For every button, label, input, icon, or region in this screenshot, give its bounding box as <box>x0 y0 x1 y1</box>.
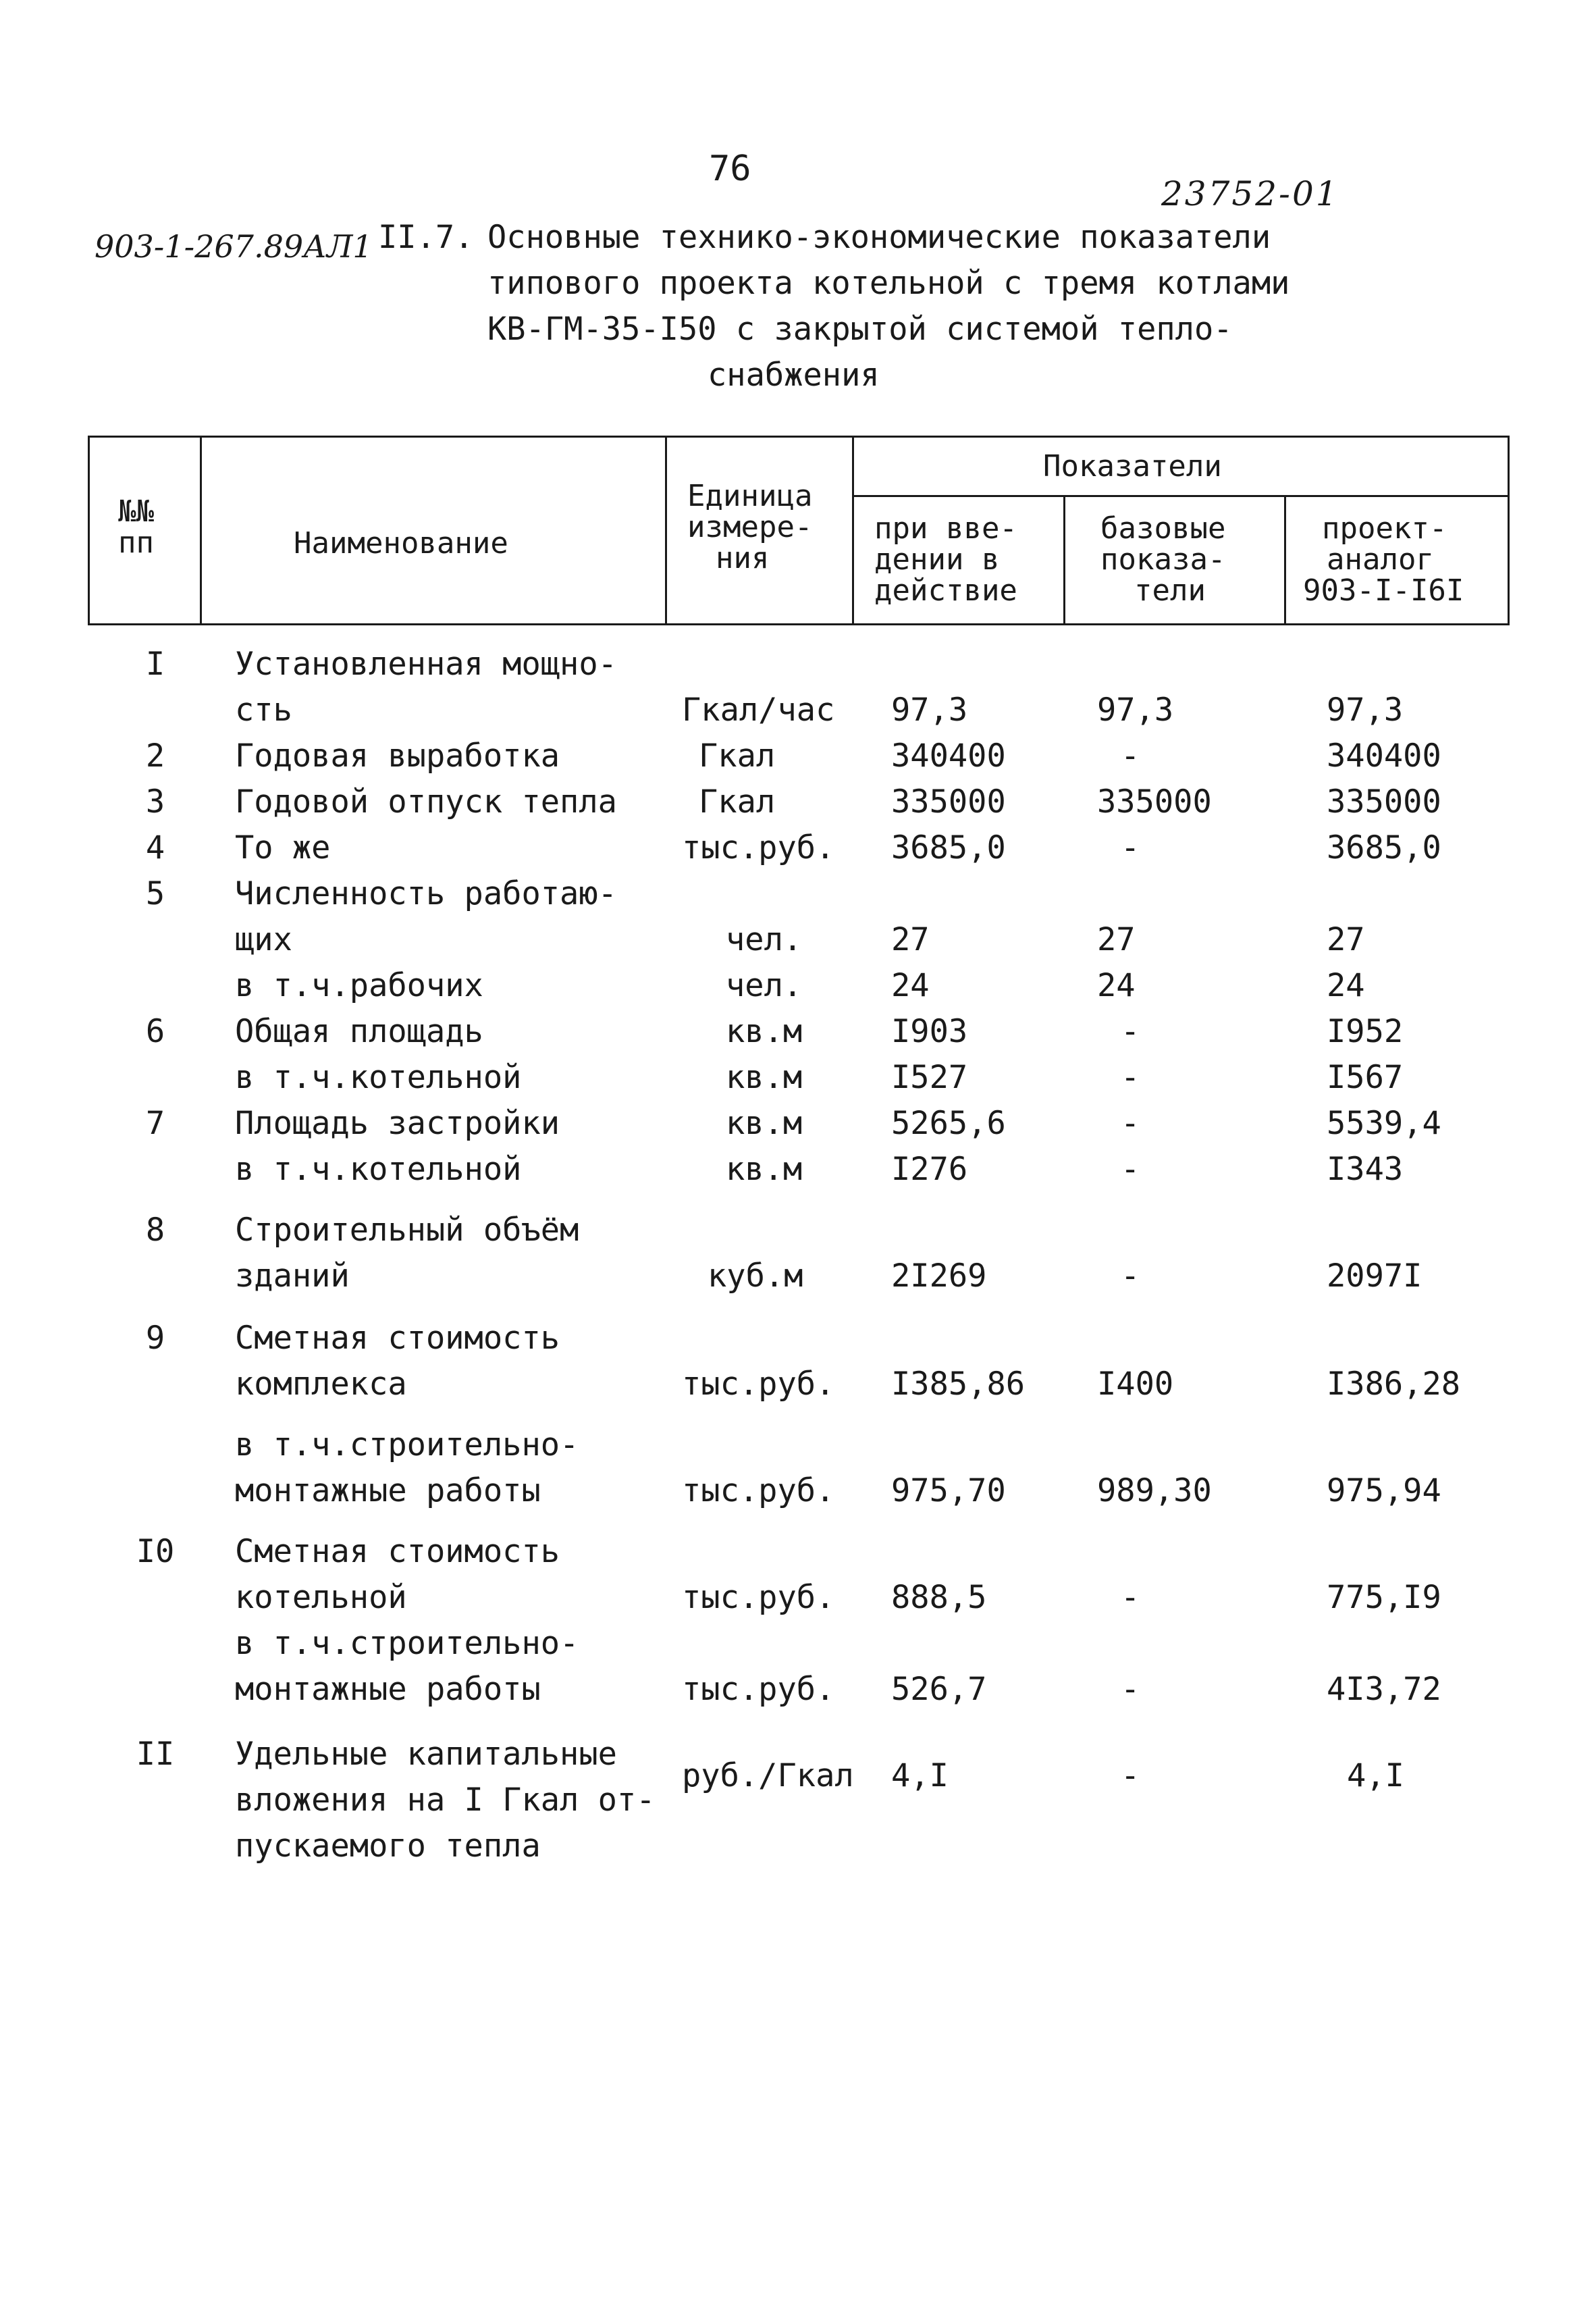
header-name: Наименование <box>294 526 508 561</box>
row-unit: Гкал <box>699 737 776 775</box>
row-number: I <box>145 646 165 683</box>
row-value-col3: 340400 <box>1327 737 1441 775</box>
row-unit: тыс.руб. <box>682 1472 835 1509</box>
row-value-col3: 24 <box>1327 967 1365 1004</box>
row-unit: кв.м <box>726 1013 803 1050</box>
row-name: в т.ч.строительно- <box>235 1426 579 1463</box>
row-unit: тыс.руб. <box>682 1366 835 1403</box>
row-value-col1: 526,7 <box>891 1671 987 1708</box>
row-name: Установленная мощно- <box>235 646 617 683</box>
row-number: 6 <box>145 1013 165 1050</box>
row-name: в т.ч.котельной <box>235 1059 522 1096</box>
row-name: Годовая выработка <box>235 737 560 775</box>
row-value-col3: I952 <box>1327 1013 1404 1050</box>
row-name: щих <box>235 921 292 958</box>
row-number: 8 <box>145 1212 165 1249</box>
row-value-col3: I386,28 <box>1327 1366 1461 1403</box>
header-divider <box>852 436 854 623</box>
header-col3: проект- <box>1322 511 1447 546</box>
row-name: зданий <box>235 1257 350 1295</box>
caption-number: II.7. <box>378 219 474 256</box>
header-divider <box>200 436 202 623</box>
row-value-col1: 2I269 <box>891 1257 987 1295</box>
header-unit: измере- <box>687 510 813 544</box>
row-name: сть <box>235 692 292 729</box>
row-value-col1: I276 <box>891 1151 968 1188</box>
row-value-col3: 4I3,72 <box>1327 1671 1441 1708</box>
row-number: 5 <box>145 875 165 912</box>
row-name: Площадь застройки <box>235 1105 560 1142</box>
header-col1: при вве- <box>874 511 1017 546</box>
row-name: монтажные работы <box>235 1472 541 1509</box>
row-value-col1: I527 <box>891 1059 968 1096</box>
row-unit: тыс.руб. <box>682 829 835 866</box>
row-unit: чел. <box>726 921 803 958</box>
row-name: Сметная стоимость <box>235 1533 560 1570</box>
row-name: Сметная стоимость <box>235 1320 560 1357</box>
row-number: II <box>136 1736 175 1773</box>
row-value-col1: I385,86 <box>891 1366 1026 1403</box>
header-col3: 903-I-I6I <box>1303 573 1464 608</box>
row-unit: тыс.руб. <box>682 1671 835 1708</box>
row-value-col3: 97,3 <box>1327 692 1404 729</box>
row-value-col2: 989,30 <box>1097 1472 1212 1509</box>
row-value-col1: 340400 <box>891 737 1006 775</box>
header-divider <box>1284 496 1286 623</box>
row-name: Годовой отпуск тепла <box>235 783 617 821</box>
row-value-col2: - <box>1121 1105 1140 1142</box>
row-unit: руб./Гкал <box>682 1757 854 1794</box>
row-name: в т.ч.строительно- <box>235 1625 579 1662</box>
row-name: котельной <box>235 1579 407 1616</box>
row-number: 9 <box>145 1320 165 1357</box>
row-value-col2: 27 <box>1097 921 1136 958</box>
row-name: комплекса <box>235 1366 407 1403</box>
row-value-col2: 97,3 <box>1097 692 1174 729</box>
header-divider <box>1063 496 1065 623</box>
row-name: Численность работаю- <box>235 875 617 912</box>
header-num: пп <box>118 525 154 560</box>
row-value-col2: - <box>1121 1579 1140 1616</box>
row-name: вложения на I Гкал от- <box>235 1782 656 1819</box>
caption-line: типового проекта котельной с тремя котлами <box>487 265 1290 302</box>
header-divider <box>665 436 667 623</box>
page-number: 76 <box>709 149 751 189</box>
row-value-col2: I400 <box>1097 1366 1174 1403</box>
row-value-col2: 335000 <box>1097 783 1212 821</box>
row-value-col3: I567 <box>1327 1059 1404 1096</box>
row-number: 3 <box>145 783 165 821</box>
row-value-col1: 335000 <box>891 783 1006 821</box>
row-value-col3: 3685,0 <box>1327 829 1441 866</box>
row-value-col2: - <box>1121 1151 1140 1188</box>
row-value-col3: 775,I9 <box>1327 1579 1441 1616</box>
row-value-col1: 975,70 <box>891 1472 1006 1509</box>
row-name: Удельные капитальные <box>235 1736 617 1773</box>
row-value-col1: I903 <box>891 1013 968 1050</box>
row-value-col3: 2097I <box>1327 1257 1422 1295</box>
row-value-col1: 4,I <box>891 1757 949 1794</box>
row-name: монтажные работы <box>235 1671 541 1708</box>
row-value-col2: - <box>1121 737 1140 775</box>
row-value-col2: - <box>1121 1013 1140 1050</box>
header-unit: Единица <box>687 479 813 513</box>
row-value-col1: 27 <box>891 921 930 958</box>
document-code: 23752-01 <box>1161 174 1339 213</box>
row-unit: Гкал/час <box>682 692 835 729</box>
header-col1: дении в <box>874 542 1000 577</box>
row-value-col1: 97,3 <box>891 692 968 729</box>
row-value-col2: - <box>1121 1671 1140 1708</box>
header-group: Показатели <box>1043 449 1222 484</box>
header-num: №№ <box>118 494 154 529</box>
row-number: I0 <box>136 1533 175 1570</box>
header-divider <box>852 495 1508 497</box>
row-value-col2: - <box>1121 1757 1140 1794</box>
row-name: Строительный объём <box>235 1212 579 1249</box>
header-col3: аналог <box>1327 542 1434 577</box>
row-name: в т.ч.рабочих <box>235 967 483 1004</box>
row-unit: кв.м <box>726 1105 803 1142</box>
row-value-col3: I343 <box>1327 1151 1404 1188</box>
project-designation: 903-1-267.89АЛ1 <box>95 228 373 265</box>
row-value-col1: 3685,0 <box>891 829 1006 866</box>
row-name: пускаемого тепла <box>235 1827 541 1865</box>
row-number: 4 <box>145 829 165 866</box>
row-unit: кв.м <box>726 1059 803 1096</box>
row-name: в т.ч.котельной <box>235 1151 522 1188</box>
row-unit: чел. <box>726 967 803 1004</box>
row-value-col3: 4,I <box>1347 1757 1404 1794</box>
caption-line: КВ-ГМ-35-I50 с закрытой системой тепло- <box>487 311 1233 348</box>
row-unit: кв.м <box>726 1151 803 1188</box>
row-value-col1: 888,5 <box>891 1579 987 1616</box>
row-value-col3: 27 <box>1327 921 1365 958</box>
header-unit: ния <box>716 541 770 575</box>
caption-line: снабжения <box>708 357 880 394</box>
row-name: Общая площадь <box>235 1013 483 1050</box>
header-col1: действие <box>874 573 1017 608</box>
row-number: 7 <box>145 1105 165 1142</box>
row-unit: тыс.руб. <box>682 1579 835 1616</box>
row-value-col2: - <box>1121 829 1140 866</box>
row-unit: куб.м <box>708 1257 803 1295</box>
row-value-col1: 24 <box>891 967 930 1004</box>
row-value-col3: 335000 <box>1327 783 1441 821</box>
row-unit: Гкал <box>699 783 776 821</box>
row-name: То же <box>235 829 331 866</box>
caption-line: Основные технико-экономические показатели <box>487 219 1271 256</box>
row-value-col2: - <box>1121 1059 1140 1096</box>
row-value-col2: 24 <box>1097 967 1136 1004</box>
header-col2: базовые <box>1100 511 1226 546</box>
row-value-col3: 5539,4 <box>1327 1105 1441 1142</box>
row-number: 2 <box>145 737 165 775</box>
row-value-col2: - <box>1121 1257 1140 1295</box>
header-col2: показа- <box>1100 542 1226 577</box>
row-value-col3: 975,94 <box>1327 1472 1441 1509</box>
row-value-col1: 5265,6 <box>891 1105 1006 1142</box>
header-col2: тели <box>1134 573 1206 608</box>
